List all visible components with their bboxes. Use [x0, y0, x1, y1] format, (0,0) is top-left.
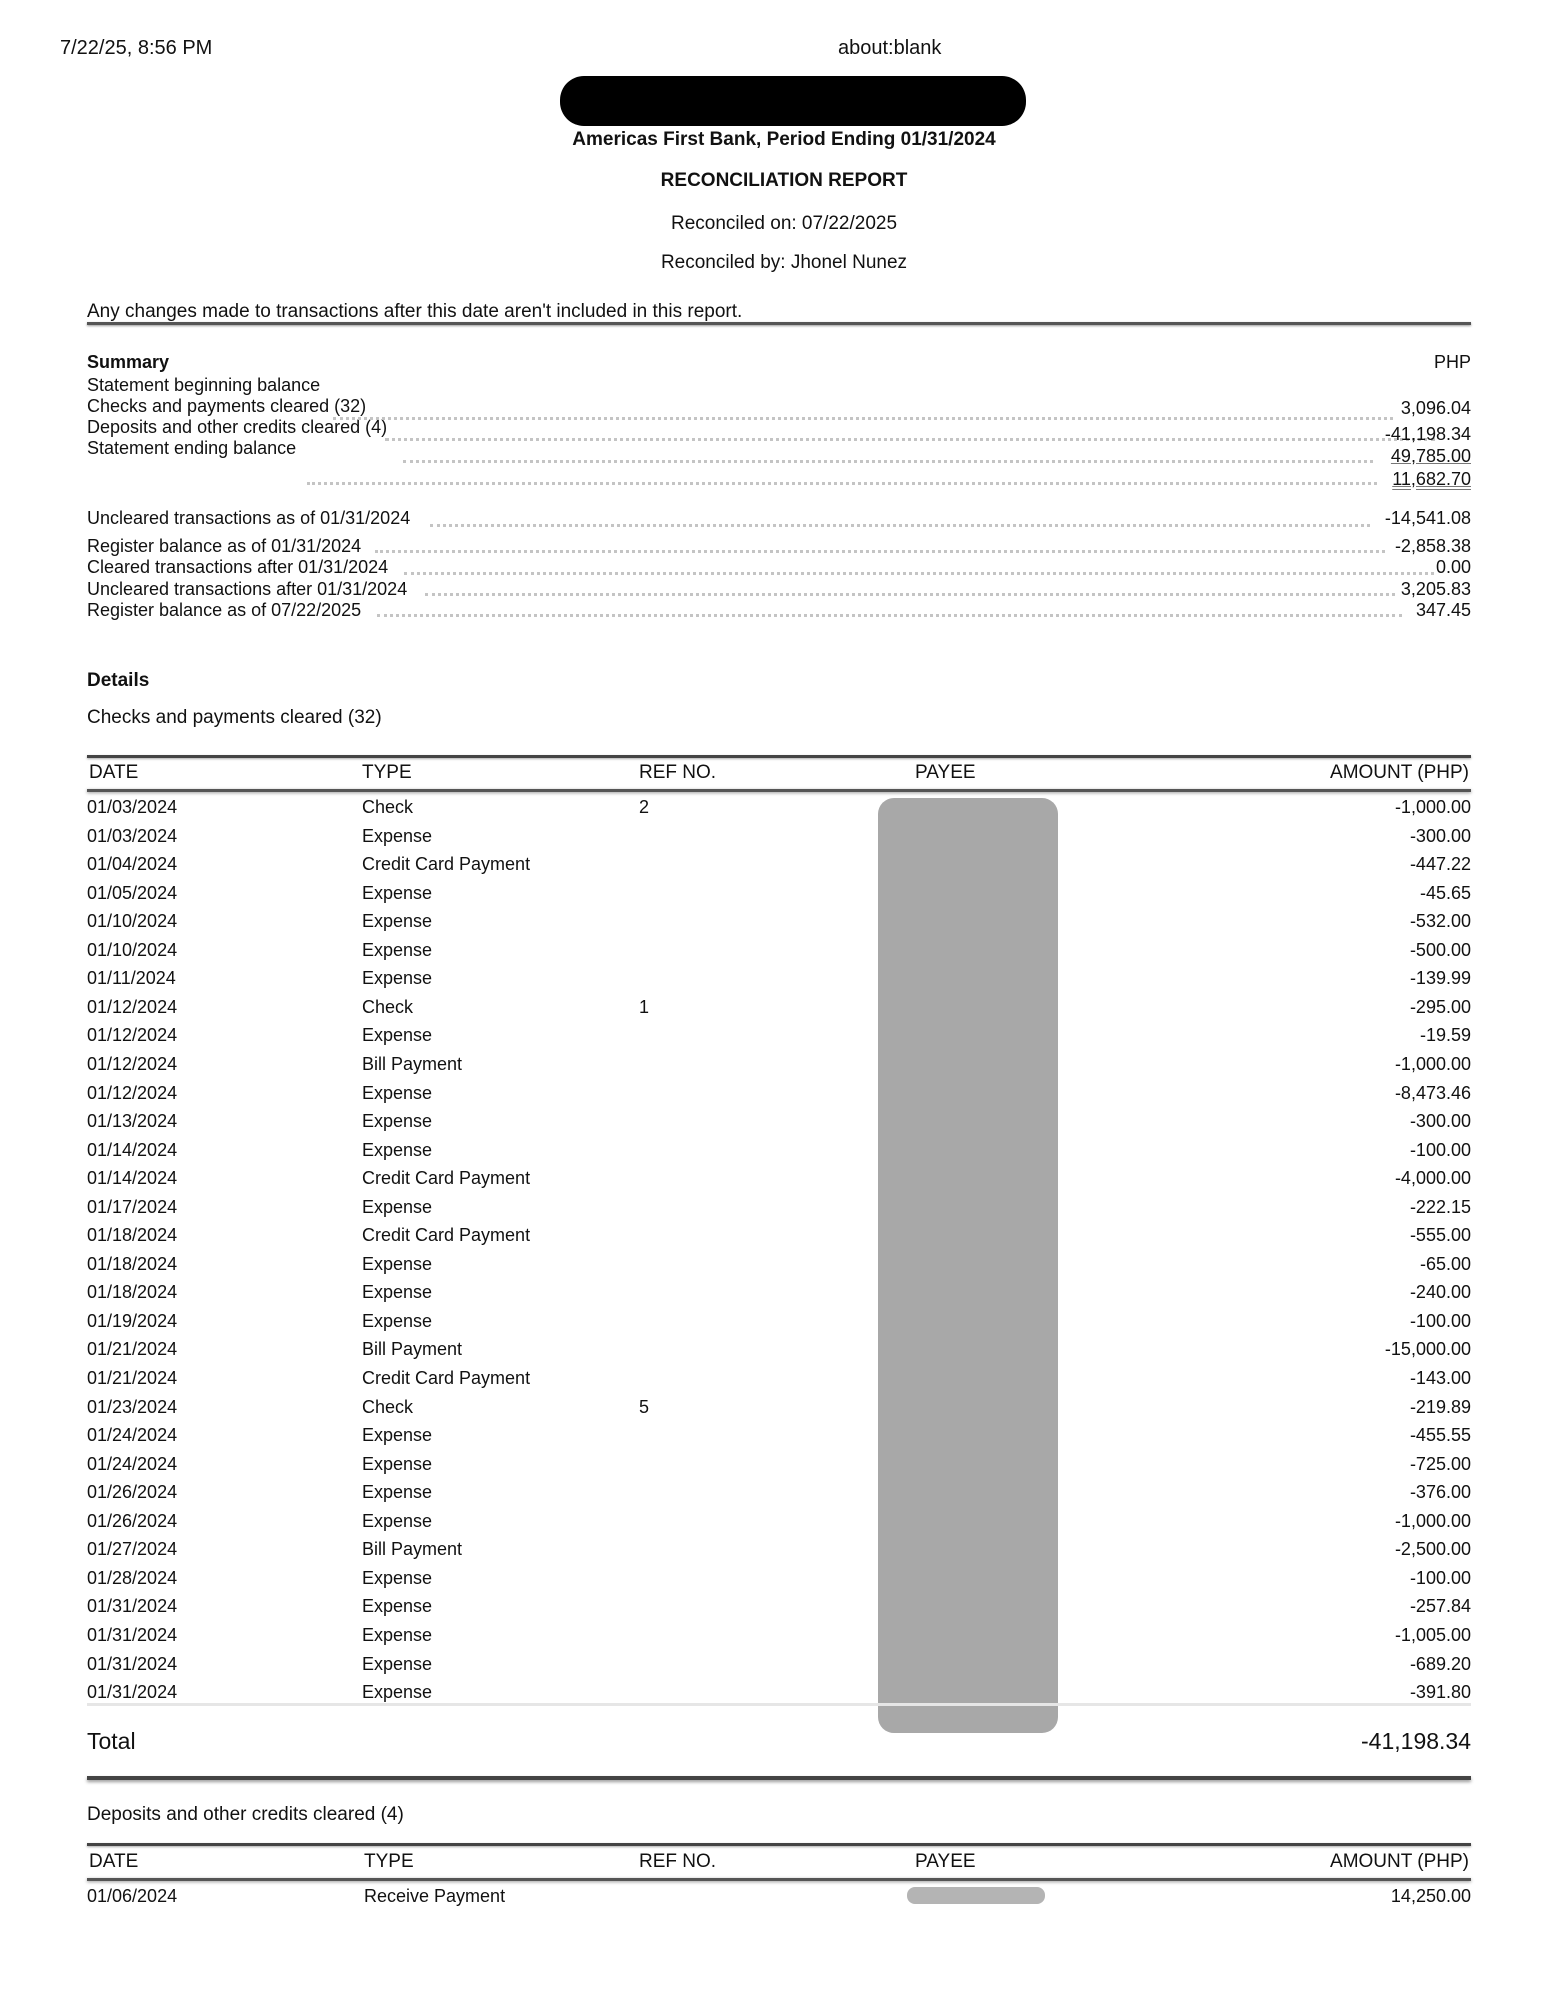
summary-lower-value: -2,858.38 — [1394, 536, 1471, 556]
summary-lower-value: 0.00 — [1435, 557, 1471, 577]
table-row — [87, 1054, 1471, 1082]
row-type: Expense — [362, 1682, 433, 1703]
summary-value: -41,198.34 — [1384, 424, 1471, 444]
row-type: Receive Payment — [364, 1886, 506, 1906]
row-date: 01/12/2024 — [87, 996, 178, 1017]
row-type: Expense — [362, 1453, 433, 1474]
col-amount: AMOUNT (PHP) — [1330, 762, 1469, 783]
total-value: -41,198.34 — [1361, 1728, 1471, 1754]
col-date: DATE — [89, 1851, 139, 1872]
table-row — [87, 1568, 1471, 1596]
leader-dots — [425, 593, 1395, 596]
row-amount: -1,000.00 — [1394, 797, 1471, 817]
table-row — [87, 1596, 1471, 1624]
table-row — [87, 997, 1471, 1025]
row-type: Expense — [362, 1282, 433, 1303]
table-row — [87, 1025, 1471, 1053]
summary-lower-value: 347.45 — [1415, 600, 1471, 620]
row-date: 01/14/2024 — [87, 1168, 178, 1189]
divider — [87, 322, 1471, 325]
changes-note: Any changes made to transactions after this date aren't included in this report. — [87, 301, 743, 322]
row-amount: -300.00 — [1409, 1111, 1471, 1132]
row-date: 01/24/2024 — [87, 1453, 178, 1474]
col-type: TYPE — [362, 762, 412, 783]
row-amount: -139.99 — [1409, 968, 1471, 989]
row-amount: -376.00 — [1409, 1482, 1471, 1503]
table-row — [87, 1482, 1471, 1510]
row-type: Expense — [362, 1510, 433, 1531]
table-row — [87, 883, 1471, 911]
table-row — [87, 911, 1471, 939]
row-type: Expense — [362, 1139, 433, 1160]
row-date: 01/05/2024 — [87, 882, 178, 903]
row-amount: -100.00 — [1409, 1139, 1471, 1160]
table-rule — [87, 755, 1471, 758]
redacted-company-name — [560, 76, 1026, 126]
row-amount: -222.15 — [1409, 1196, 1471, 1217]
summary-beginning-label: Statement beginning balance — [87, 375, 321, 395]
summary-lower-label: Uncleared transactions as of 01/31/2024 — [87, 508, 411, 528]
table-row — [87, 1425, 1471, 1453]
table-row — [87, 1539, 1471, 1567]
leader-dots — [333, 417, 1393, 420]
table-row — [87, 1454, 1471, 1482]
row-date: 01/21/2024 — [87, 1368, 178, 1388]
row-date: 01/10/2024 — [87, 939, 178, 960]
row-date: 01/12/2024 — [87, 1082, 178, 1103]
table-rule — [87, 1703, 1471, 1706]
row-amount: -240.00 — [1409, 1282, 1471, 1303]
summary-lower-label: Register balance as of 01/31/2024 — [87, 536, 362, 556]
row-ref: 5 — [639, 1396, 650, 1417]
total-label: Total — [87, 1728, 136, 1754]
summary-lower-value: -14,541.08 — [1384, 508, 1471, 528]
row-type: Expense — [362, 1253, 433, 1274]
table-row — [87, 1311, 1471, 1339]
leader-dots — [385, 438, 1435, 441]
row-type: Expense — [362, 1482, 433, 1503]
row-amount: -689.20 — [1409, 1653, 1471, 1674]
summary-checks-label: Checks and payments cleared (32) — [87, 396, 367, 416]
row-type: Credit Card Payment — [362, 1368, 531, 1388]
row-type: Expense — [362, 825, 433, 846]
row-date: 01/24/2024 — [87, 1425, 178, 1446]
leader-dots — [307, 482, 1377, 485]
row-date: 01/28/2024 — [87, 1567, 178, 1588]
row-amount: -219.89 — [1409, 1396, 1471, 1417]
row-amount: -143.00 — [1409, 1368, 1471, 1388]
summary-value: 3,096.04 — [1400, 398, 1471, 418]
details-heading: Details — [87, 670, 150, 691]
row-date: 01/26/2024 — [87, 1510, 178, 1531]
table-row — [87, 968, 1471, 996]
row-type: Credit Card Payment — [362, 854, 531, 875]
row-date: 01/17/2024 — [87, 1196, 178, 1217]
summary-heading: Summary — [87, 352, 170, 372]
row-type: Expense — [362, 1196, 433, 1217]
table-row — [87, 1197, 1471, 1225]
row-amount: -4,000.00 — [1394, 1168, 1471, 1189]
row-type: Bill Payment — [362, 1053, 463, 1074]
row-type: Credit Card Payment — [362, 1168, 531, 1189]
row-amount: -455.55 — [1409, 1425, 1471, 1446]
row-date: 01/31/2024 — [87, 1596, 178, 1617]
table-row — [87, 1368, 1471, 1396]
row-type: Expense — [362, 1310, 433, 1331]
table-row — [87, 1625, 1471, 1653]
row-amount: -725.00 — [1409, 1453, 1471, 1474]
row-type: Credit Card Payment — [362, 1225, 531, 1246]
table-row — [87, 826, 1471, 854]
row-amount: -532.00 — [1409, 911, 1471, 932]
reconciled-on: Reconciled on: 07/22/2025 — [670, 213, 898, 234]
table-row — [87, 1654, 1471, 1682]
summary-ending-label: Statement ending balance — [87, 438, 297, 458]
checks-section-label: Checks and payments cleared (32) — [87, 707, 382, 728]
row-type: Expense — [362, 1111, 433, 1132]
row-date: 01/12/2024 — [87, 1053, 178, 1074]
table-row — [87, 940, 1471, 968]
table-rule — [87, 1843, 1471, 1846]
col-payee: PAYEE — [915, 1851, 976, 1872]
col-payee: PAYEE — [915, 762, 976, 783]
row-type: Expense — [362, 968, 433, 989]
row-date: 01/12/2024 — [87, 1025, 178, 1046]
row-amount: -1,000.00 — [1394, 1510, 1471, 1531]
row-amount: -2,500.00 — [1394, 1539, 1471, 1560]
row-amount: -8,473.46 — [1394, 1082, 1471, 1103]
row-date: 01/31/2024 — [87, 1624, 178, 1645]
row-type: Expense — [362, 882, 433, 903]
row-amount: 14,250.00 — [1390, 1886, 1471, 1906]
row-date: 01/18/2024 — [87, 1282, 178, 1303]
bank-period-line: Americas First Bank, Period Ending 01/31/2024 — [572, 129, 996, 150]
row-type: Expense — [362, 1567, 433, 1588]
table-rule — [87, 1776, 1471, 1780]
leader-dots — [375, 550, 1385, 553]
row-amount: -257.84 — [1409, 1596, 1471, 1617]
col-ref: REF NO. — [639, 1851, 717, 1872]
row-type: Expense — [362, 939, 433, 960]
table-row — [87, 1282, 1471, 1310]
col-type: TYPE — [364, 1851, 414, 1872]
row-amount: -555.00 — [1409, 1225, 1471, 1246]
table-row — [87, 1254, 1471, 1282]
row-amount: -100.00 — [1409, 1310, 1471, 1331]
row-type: Check — [362, 1396, 414, 1417]
row-date: 01/14/2024 — [87, 1139, 178, 1160]
table-row — [87, 854, 1471, 882]
table-row — [87, 1083, 1471, 1111]
row-amount: -447.22 — [1409, 854, 1471, 875]
row-date: 01/10/2024 — [87, 911, 178, 932]
row-date: 01/21/2024 — [87, 1339, 178, 1360]
row-type: Check — [362, 797, 414, 817]
row-date: 01/23/2024 — [87, 1396, 178, 1417]
row-type: Expense — [362, 911, 433, 932]
table-row — [87, 1339, 1471, 1367]
row-amount: -100.00 — [1409, 1567, 1471, 1588]
table-row — [87, 797, 1471, 825]
leader-dots — [403, 460, 1373, 463]
row-amount: -500.00 — [1409, 939, 1471, 960]
row-type: Expense — [362, 1624, 433, 1645]
row-amount: -1,000.00 — [1394, 1053, 1471, 1074]
row-date: 01/03/2024 — [87, 797, 178, 817]
row-date: 01/19/2024 — [87, 1310, 178, 1331]
print-timestamp: 7/22/25, 8:56 PM — [60, 37, 213, 59]
table-row — [87, 1886, 1471, 1914]
table-row — [87, 1225, 1471, 1253]
table-rule — [87, 789, 1471, 792]
row-amount: -1,005.00 — [1394, 1624, 1471, 1645]
row-type: Check — [362, 996, 414, 1017]
table-row — [87, 1511, 1471, 1539]
leader-dots — [430, 524, 1370, 527]
row-amount: -300.00 — [1409, 825, 1471, 846]
row-date: 01/06/2024 — [87, 1886, 178, 1906]
table-rule — [87, 1878, 1471, 1881]
deposits-section-label: Deposits and other credits cleared (4) — [87, 1804, 404, 1825]
print-url: about:blank — [838, 37, 942, 59]
summary-lower-label: Cleared transactions after 01/31/2024 — [87, 557, 389, 577]
row-type: Expense — [362, 1025, 433, 1046]
row-ref: 2 — [639, 797, 650, 817]
summary-lower-value: 3,205.83 — [1400, 579, 1471, 599]
summary-lower-label: Register balance as of 07/22/2025 — [87, 600, 362, 620]
summary-currency: PHP — [1433, 352, 1471, 372]
row-type: Bill Payment — [362, 1539, 463, 1560]
table-row — [87, 1168, 1471, 1196]
row-type: Expense — [362, 1653, 433, 1674]
row-date: 01/18/2024 — [87, 1225, 178, 1246]
summary-lower-label: Uncleared transactions after 01/31/2024 — [87, 579, 408, 599]
row-date: 01/31/2024 — [87, 1682, 178, 1703]
row-amount: -45.65 — [1419, 882, 1471, 903]
row-date: 01/03/2024 — [87, 825, 178, 846]
col-date: DATE — [89, 762, 139, 783]
row-amount: -19.59 — [1419, 1025, 1471, 1046]
row-date: 01/04/2024 — [87, 854, 178, 875]
summary-value: 11,682.70 — [1392, 469, 1471, 489]
leader-dots — [377, 614, 1402, 617]
col-amount: AMOUNT (PHP) — [1330, 1851, 1469, 1872]
row-type: Expense — [362, 1082, 433, 1103]
col-ref: REF NO. — [639, 762, 717, 783]
row-amount: -15,000.00 — [1384, 1339, 1471, 1360]
row-type: Expense — [362, 1425, 433, 1446]
row-date: 01/26/2024 — [87, 1482, 178, 1503]
table-row — [87, 1397, 1471, 1425]
table-row — [87, 1140, 1471, 1168]
summary-deposits-label: Deposits and other credits cleared (4) — [87, 417, 388, 437]
report-title: RECONCILIATION REPORT — [660, 170, 908, 191]
row-amount: -295.00 — [1409, 996, 1471, 1017]
table-row — [87, 1111, 1471, 1139]
row-date: 01/27/2024 — [87, 1539, 178, 1560]
leader-dots — [404, 572, 1434, 575]
redacted-payee — [907, 1887, 1045, 1904]
redacted-payee-column — [878, 798, 1058, 1733]
row-type: Bill Payment — [362, 1339, 463, 1360]
row-amount: -391.80 — [1409, 1682, 1471, 1703]
row-date: 01/13/2024 — [87, 1111, 178, 1132]
row-date: 01/31/2024 — [87, 1653, 178, 1674]
reconciled-by: Reconciled by: Jhonel Nunez — [660, 252, 908, 273]
row-date: 01/18/2024 — [87, 1253, 178, 1274]
row-ref: 1 — [639, 996, 650, 1017]
row-type: Expense — [362, 1596, 433, 1617]
summary-value: 49,785.00 — [1390, 446, 1471, 466]
row-amount: -65.00 — [1419, 1253, 1471, 1274]
row-date: 01/11/2024 — [87, 968, 176, 989]
